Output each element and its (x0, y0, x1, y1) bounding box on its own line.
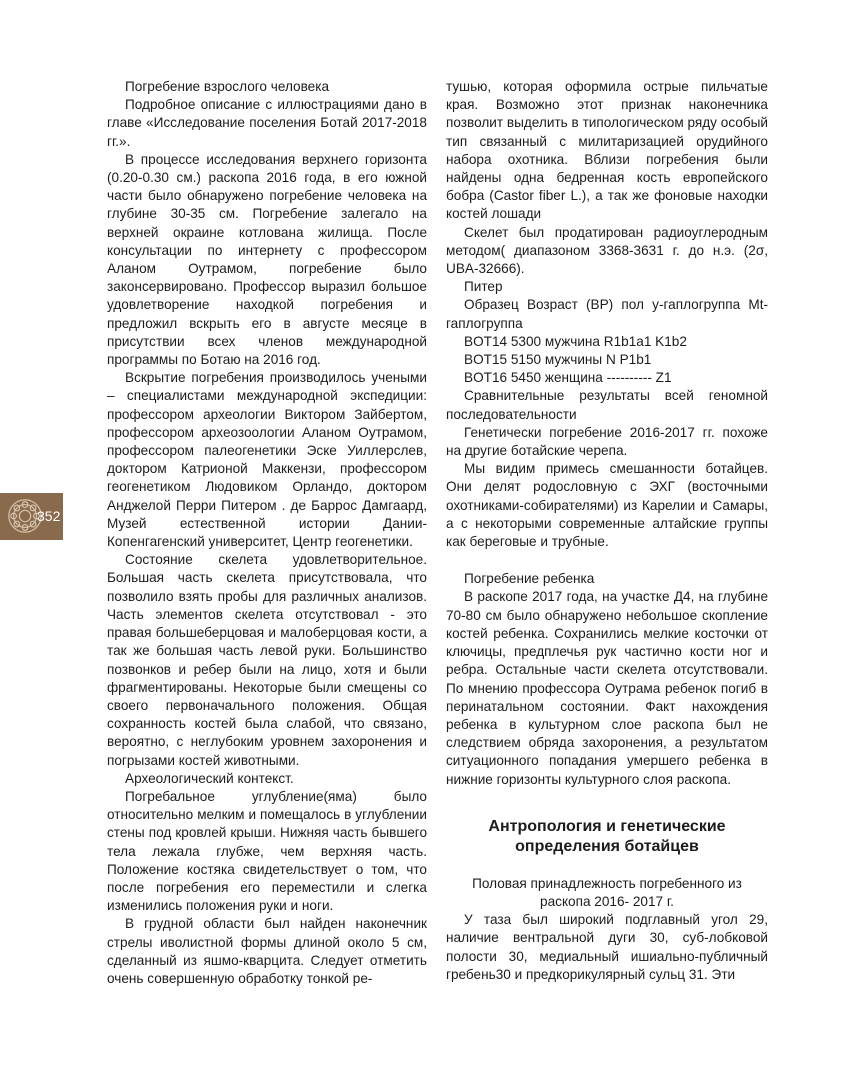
paragraph: Подробное описание с иллюстрациями дано в главе «Исследование поселения Ботай 2017-2018 гг.». (107, 97, 427, 149)
page-number: 352 (37, 508, 61, 524)
page-number-tab (0, 493, 63, 540)
subheading-line: раскопа 2016- 2017 г. (540, 893, 674, 909)
paragraph: У таза был широкий подглавный угол 29, наличие вентральной дуги 30, суб-лобковой полости 30, медиальный ишиально-публичный гребень30 и предкорикулярный сульц 31. Эти (446, 912, 768, 982)
right-column (446, 78, 768, 984)
section-title-child-burial: Погребение ребенка (464, 571, 595, 587)
paragraph: Сравнительные результаты всей геномной последовательности (446, 388, 768, 422)
left-column (107, 78, 427, 988)
table-row-line: BOT15 5150 мужчины N P1b1 (464, 352, 652, 368)
paragraph: В грудной области был найден наконечник стрелы иволистной формы длиной около 5 см, сделанный из яшмо-кварцита. Следует отметить очень совершенную обработку тонкой ре- (107, 916, 427, 986)
paragraph: Мы видим примесь смешанности ботайцев. Они делят родословную с ЭХГ (восточными охотниками-собирателями) из Карелии и Самары, а с некоторыми современные алтайские группы как береговые и трубные. (446, 461, 768, 550)
paragraph: Питер (464, 279, 503, 295)
table-header-line: Образец Возраст (BP) пол y-гаплогруппа Mt-гаплогруппа (446, 297, 768, 331)
table-row-line: BOT16 5450 женщина ---------- Z1 (464, 370, 672, 386)
section-title-adult-burial: Погребение взрослого человека (125, 79, 330, 94)
subheading-line: Половая принадлежность погребенного из (472, 875, 742, 891)
table-row-line: BOT14 5300 мужчина R1b1a1 K1b2 (464, 333, 687, 349)
subsection-title-context: Археологический контекст. (125, 770, 294, 786)
paragraph: Погребальное углубление(яма) было относительно мелким и помещалось в углублении стены под кровлей крыши. Нижняя часть бывшего тела лежала глубже, чем верхняя часть. Положение костяка свидетельствует о том, что после погребения его переместили и слегка изменились положения руки и ноги. (107, 788, 427, 914)
paragraph: Генетически погребение 2016-2017 гг. похоже на другие ботайские черепа. (446, 424, 768, 459)
paragraph: тушью, которая оформила острые пильчатые края. Возможно этот признак наконечника позволит выделить в типологическом ряду особый тип связанный с милитаризацией орудийного набора охотника. Вблизи погребения были найдены одна бедренная кость европейского бобра (Castor fiber L.), а так же фоновые находки костей лошади (446, 79, 768, 222)
paragraph: Состояние скелета удовлетворительное. Большая часть скелета присутствовала, что позволило взять пробы для различных анализов. Часть элементов скелета отсутствовал - это правая большеберцовая и малоберцовая кости, а так же большая часть левой руки. Большинство позвонков и ребер были на лицо, хотя и были фрагментированы. Некоторые были смещены со своего первоначального положения. Общая сохранность костей была слабой, что связано, вероятно, с неглубоким уровнем захоронения и погрызами костей животными. (107, 552, 427, 768)
paragraph: Вскрытие погребения производилось учеными – специалистами международной экспедиции: профессором археологии Виктором Зайбертом, профессором археозоологии Аланом Оутрамом, профессором палеогенетики Эске Уиллерслев, доктором Катрионой Маккензи, профессором геогенетиком Людовиком Орландо, доктором Анджелой Перри Питером . де Баррос Дамгаард, Музей естественной истории Дании-Копенгагенский университет, Центр геогенетики. (107, 370, 427, 550)
section-heading: Антропология и генетические определения ботайцев (488, 817, 726, 855)
paragraph: В раскопе 2017 года, на участке Д4, на глубине 70-80 см было обнаружено небольшое скопление костей ребенка. Сохранились мелкие косточки от ключицы, предплечья рук частично кости ног и ребра. Остальные части скелета отсутствовали. По мнению профессора Оутрама ребенок погиб в перинатальном состоянии. Факт нахождения ребенка в культурном слое раскопа был не следствием обряда захоронения, а результатом ситуационного попадания умершего ребенка в нижние горизонты культурного слоя раскопа. (446, 589, 768, 787)
paragraph: В процессе исследования верхнего горизонта (0.20-0.30 см.) раскопа 2016 года, в его южной части было обнаружено погребение человека на глубине 30-35 см. Погребение залегало на верхней окраине котлована жилища. После консультации по интернету с профессором Аланом Оутрамом, погребение было законсервировано. Профессор выразил большое удовлетворение находкой погребения и предложил вскрыть его в августе месяце в присутствии всех членов международной программы по Ботаю на 2016 год. (107, 151, 427, 368)
paragraph: Скелет был продатирован радиоуглеродным методом( диапазоном 3368-3631 г. до н.э. (2σ, UBA-32666). (446, 224, 768, 277)
